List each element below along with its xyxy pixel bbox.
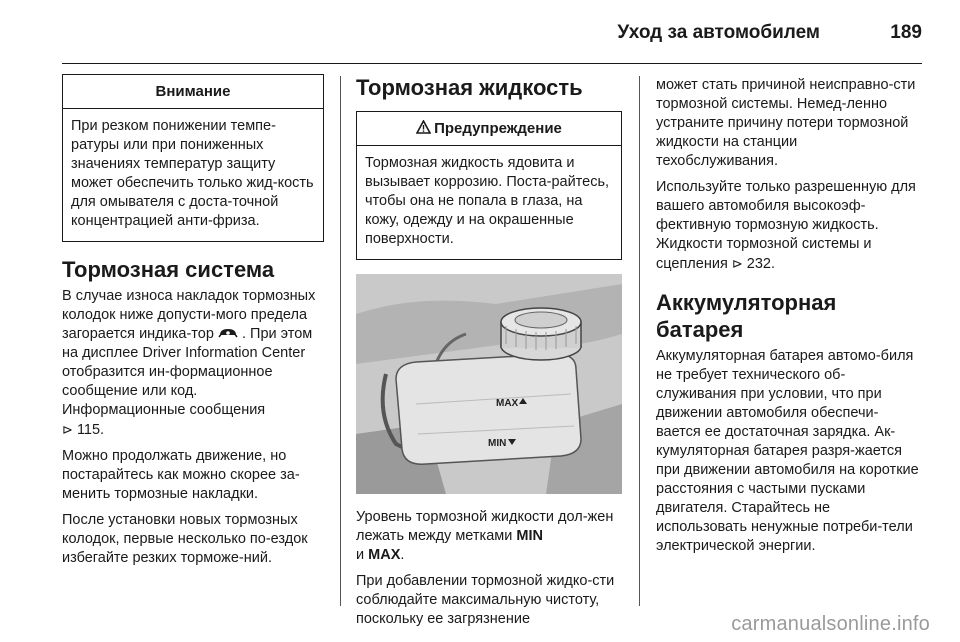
column-divider-1 [340, 76, 341, 606]
watermark: carmanualsonline.info [731, 613, 930, 635]
page-reference-arrow-icon[interactable]: ⊳ [62, 422, 73, 437]
min-mark-label: MIN [488, 438, 507, 449]
brake-fluid-heading: Тормозная жидкость [356, 75, 583, 100]
header-rule [62, 63, 922, 64]
caution-heading: Внимание [63, 75, 323, 109]
battery-paragraph: Аккумуляторная батарея автомо-биля не требует технического об-служивания при условии, что при движении автомобиля обеспечи-вается ее достаточная зарядка. Ак-кумуляторная батарея разря-жается при движении автомобиля на короткие расстояния с частыми пусками двигателя. Старайтесь не использовать ненужные потреби-тели электрической энергии. [656, 348, 919, 554]
brake-system-paragraph-2: Можно продолжать движение, но постарайтесь как можно скорее за-менить тормозные накладки. [62, 448, 300, 502]
brake-system-paragraph-1: В случае износа накладок тормозных колодок ниже допусти-мого предела загорается индика-тор . При этом на дисплее Driver Information Center отобразится ин-формационное сообщение или код. Информационные сообщения ⊳ 115. [62, 288, 316, 438]
page-number: 189 [890, 22, 922, 43]
caution-box [62, 74, 324, 242]
warning-triangle-icon [416, 120, 431, 136]
column-divider-2 [639, 76, 640, 606]
warning-heading: Предупреждение [357, 112, 621, 146]
brake-fluid-paragraph-1: Уровень тормозной жидкости дол-жен лежать между метками MIN и MAX. [356, 509, 614, 563]
caution-text: При резком понижении темпе-ратуры или при пониженных значениях температур защиту может обеспечить только жид-кость для омывателя с доста-точной концентрацией анти-фриза. [71, 118, 314, 229]
page-reference-232[interactable]: 232. [746, 256, 775, 272]
brake-fluid-reservoir-figure [356, 274, 622, 494]
brake-fluid-paragraph-4: Используйте только разрешенную для вашего автомобиля высокоэф-фективную тормозную жидкость. Жидкости тормозной системы и сцепления ⊳ 232. [656, 179, 916, 272]
column-3 [656, 76, 920, 563]
battery-heading: Аккумуляторная батарея [656, 290, 837, 342]
page-reference-115[interactable]: 115. [76, 422, 105, 438]
warning-box [356, 111, 622, 260]
column-1 [62, 74, 324, 575]
brake-fluid-paragraph-3: может стать причиной неисправно-сти тормозной системы. Немед-ленно устраните причину потери тормозной жидкости на станции техобслуживания. [656, 77, 916, 169]
brake-fluid-paragraph-2: При добавлении тормозной жидко-сти соблюдайте максимальную чистоту, поскольку ее загрязнение [356, 573, 615, 627]
page-reference-arrow-icon[interactable]: ⊳ [731, 256, 743, 271]
column-2 [356, 74, 622, 636]
brake-pad-indicator-icon [218, 326, 242, 342]
warning-text: Тормозная жидкость ядовита и вызывает коррозию. Поста-райтесь, чтобы она не попала в глаза, на кожу, одежду и на окрашенные поверхности. [365, 155, 610, 247]
max-mark-label: MAX [496, 398, 519, 409]
page-header-title: Уход за автомобилем [617, 22, 820, 43]
brake-system-paragraph-3: После установки новых тормозных колодок, первые несколько по-ездок избегайте резких торможе-ний. [62, 512, 308, 566]
brake-system-heading: Тормозная система [62, 257, 275, 282]
